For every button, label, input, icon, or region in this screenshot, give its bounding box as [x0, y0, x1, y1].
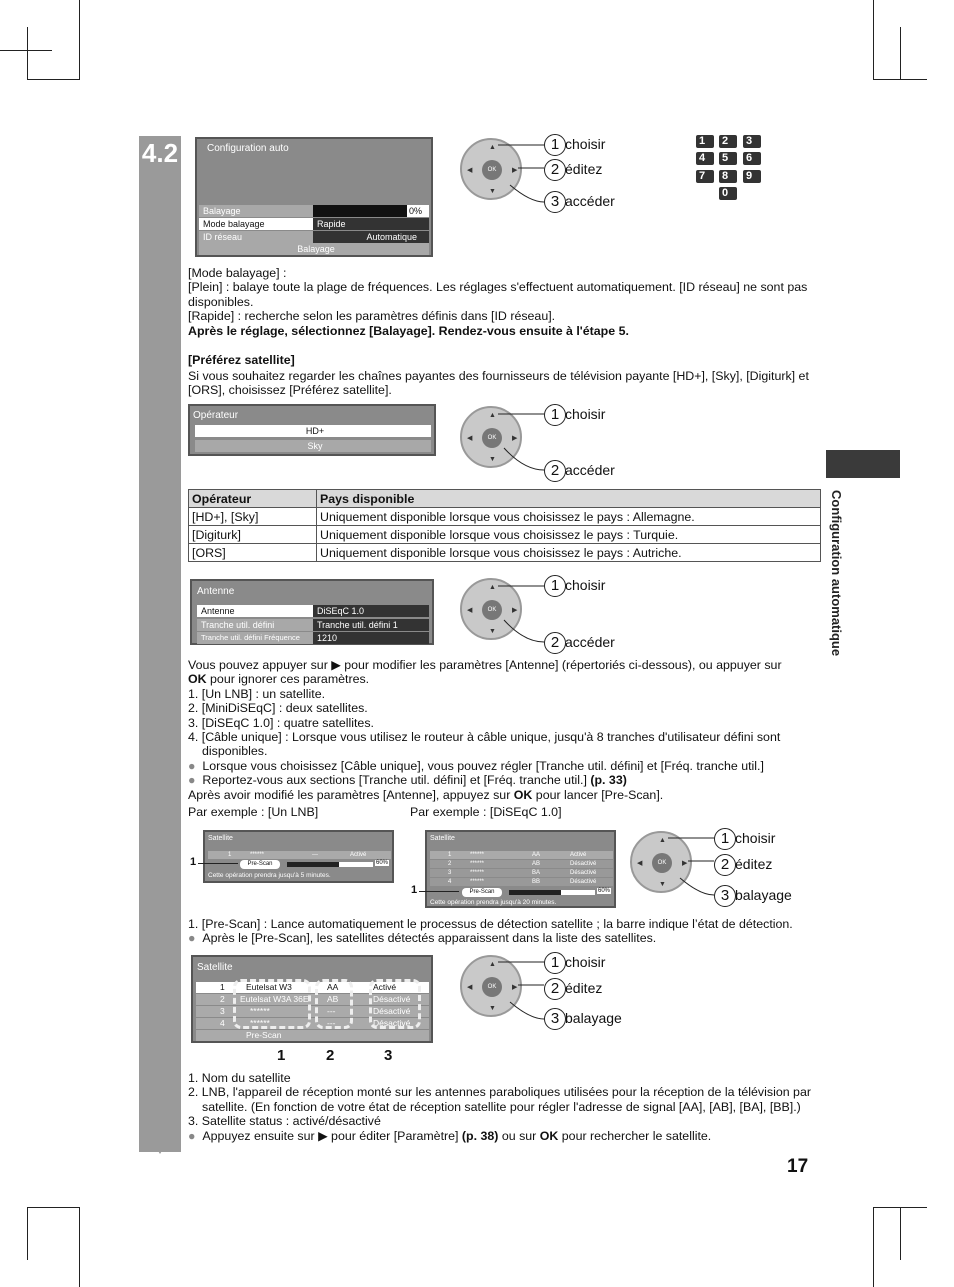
- nav-choisir: choisir: [565, 577, 606, 593]
- para-line: 2. [MiniDiSEqC] : deux satellites.: [188, 701, 368, 716]
- menu-row-freq: Tranche util. défini Fréquence: [197, 632, 313, 644]
- bullet-icon: ●: [188, 931, 203, 946]
- crop-mark: [79, 1207, 80, 1287]
- arrow-left-icon: ◀: [467, 167, 473, 174]
- sat-row: [430, 860, 613, 868]
- table-cell: Uniquement disponible lorsque vous choisissez le pays : Allemagne.: [317, 508, 821, 526]
- text-prescan: [188, 917, 828, 946]
- table-cell: [HD+], [Sky]: [189, 508, 317, 526]
- callout-1: 1: [277, 1047, 286, 1064]
- example-label-a: Par exemple : [Un LNB]: [188, 805, 319, 819]
- sat-lnb: AB: [532, 861, 541, 867]
- nav-balayage: balayage: [735, 887, 792, 903]
- ok-button-icon: OK: [482, 977, 502, 997]
- crop-mark: [900, 1207, 901, 1260]
- key-3: 3: [743, 135, 761, 148]
- arrow-up-icon: ▲: [489, 961, 496, 968]
- callout-lines: [490, 580, 550, 650]
- arrow-left-icon: ◀: [637, 860, 643, 867]
- para-line: [188, 658, 820, 672]
- pref-title: [Préférez satellite]: [188, 353, 295, 367]
- section-tab: [826, 450, 900, 478]
- arrow-right-icon: ▶: [682, 860, 688, 867]
- key-2: 2: [719, 135, 737, 148]
- nav-choisir: choisir: [565, 406, 606, 422]
- arrow-down-icon: ▼: [489, 628, 496, 635]
- menu-antenne: [190, 579, 434, 645]
- para-line: 2. LNB, l'appareil de réception monté sur les antennes paraboliques utilisées pour la réception de la télévision par: [188, 1085, 811, 1100]
- sat-lnb: BB: [532, 879, 541, 885]
- side-title: Configuration automatique: [829, 490, 844, 657]
- step-2-badge: 2: [544, 978, 566, 1000]
- table-cell: Uniquement disponible lorsque vous choisissez le pays : Autriche.: [317, 544, 821, 562]
- crop-mark: [873, 0, 874, 80]
- pref-text: Si vous souhaitez regarder les chaînes payantes des fournisseurs de télévision payante [HD+], [Sky], [Digiturk] et [ORS], choisissez [Préférez satellite].: [188, 369, 809, 398]
- step-2-badge: 2: [544, 460, 566, 482]
- arrow-up-icon: ▲: [489, 144, 496, 151]
- page-number: 17: [787, 1156, 809, 1177]
- sat-status: Désactivé: [570, 870, 597, 876]
- menu-item-sky: Sky: [195, 440, 431, 452]
- sat-row: [430, 869, 613, 877]
- menu-operateur: [188, 404, 436, 456]
- key-7: 7: [696, 170, 714, 183]
- menu-row-tranche-value: Tranche util. défini 1: [313, 619, 429, 631]
- step-1-badge: 1: [714, 828, 736, 850]
- progress-pct: 60%: [376, 860, 389, 866]
- key-1: 1: [696, 135, 714, 148]
- step-bar: [139, 136, 181, 1152]
- arrow-right-icon: ▶: [512, 435, 518, 442]
- callout-lines: [490, 957, 550, 1027]
- menu-row-antenne: Antenne: [197, 605, 313, 617]
- progress-fill: [509, 890, 561, 895]
- progress-value: 0%: [407, 205, 429, 217]
- sat-note: Cette opération prendra jusqu'à 20 minutes.: [430, 899, 557, 906]
- table-header-row: [189, 490, 821, 508]
- para-line: [188, 672, 820, 686]
- para-line: satellite. (En fonction de votre état de réception satellite pour régler l'adresse de signal [AA], [AB], [BA], [BB].): [202, 1099, 801, 1114]
- sat-status: Désactivé: [373, 994, 411, 1004]
- menu-satellite-a: [203, 830, 394, 883]
- callout-1: 1: [190, 856, 197, 868]
- para-line-bold: Après le réglage, sélectionnez [Balayage]. Rendez-vous ensuite à l'étape 5.: [188, 323, 629, 338]
- ok-key-text: OK: [188, 672, 207, 687]
- bullet-icon: ●: [188, 773, 203, 788]
- nav-balayage: balayage: [565, 1010, 622, 1026]
- key-0: 0: [719, 187, 737, 200]
- arrow-up-icon: ▲: [659, 837, 666, 844]
- sat-lnb: AB: [327, 994, 339, 1004]
- nav-acceder: accéder: [565, 462, 615, 478]
- step-3-badge: 3: [544, 191, 566, 213]
- crop-mark: [873, 79, 927, 80]
- ok-key-text: OK: [513, 787, 533, 802]
- sat-status: Désactivé: [570, 861, 597, 867]
- step-number: 4.2: [141, 138, 179, 168]
- sat-lnb: BA: [532, 870, 541, 876]
- menu-title: Satellite: [197, 962, 233, 973]
- example-label-b: Par exemple : [DiSEqC 1.0]: [410, 805, 562, 819]
- prescan-button[interactable]: Pre-Scan: [240, 860, 280, 869]
- crop-mark: [79, 0, 80, 80]
- para-line: [Mode balayage] :: [188, 266, 287, 280]
- nav-acceder: accéder: [565, 634, 615, 650]
- callout-1: 1: [411, 884, 418, 896]
- nav-acceder: accéder: [565, 193, 615, 209]
- menu-satellite-b: [425, 830, 616, 908]
- menu-footer: Balayage: [199, 243, 429, 255]
- para-line: 1. [Pre-Scan] : Lance automatiquement le processus de détection satellite ; la barre indique l’état de détection.: [188, 917, 793, 931]
- nav-choisir: choisir: [565, 136, 606, 152]
- para-line: 1. Nom du satellite: [188, 1071, 291, 1085]
- text-span: ou sur: [498, 1128, 540, 1143]
- bullet-line: [188, 773, 820, 787]
- text-span: Après le [Pre-Scan], les satellites détectés apparaissent dans la liste des satellites.: [202, 931, 657, 946]
- key-5: 5: [719, 152, 737, 165]
- text-mode-balayage: [188, 266, 828, 338]
- progress-bar: [313, 205, 407, 217]
- sat-num: 1: [220, 982, 225, 992]
- callout-2: 2: [326, 1047, 335, 1064]
- crop-mark: [27, 79, 80, 80]
- sat-num: 2: [220, 994, 225, 1004]
- ok-button-icon: OK: [482, 160, 502, 180]
- arrow-down-icon: ▼: [489, 188, 496, 195]
- nav-editez: éditez: [565, 980, 603, 996]
- menu-item-hdplus: HD+: [195, 425, 431, 437]
- menu-title: Configuration auto: [207, 143, 289, 154]
- callout-line: [198, 863, 238, 864]
- bullet-line: [188, 759, 820, 773]
- sat-lnb: ---: [327, 1006, 336, 1016]
- table-cell: [Digiturk]: [189, 526, 317, 544]
- sat-row: [430, 851, 613, 859]
- nav-editez: éditez: [735, 856, 773, 872]
- step-1-badge: 1: [544, 404, 566, 426]
- text-span: Reportez-vous aux sections [Tranche util. défini] et [Fréq. tranche util.]: [202, 773, 591, 788]
- sat-status: Activé: [570, 852, 587, 858]
- sat-lnb: AA: [327, 982, 339, 992]
- table-row: [189, 544, 821, 562]
- page-ref: (p. 38): [461, 1128, 499, 1143]
- operator-table: [188, 489, 821, 562]
- prescan-button[interactable]: Pre-Scan: [196, 1030, 429, 1041]
- sat-status: Désactivé: [373, 1006, 411, 1016]
- key-8: 8: [719, 170, 737, 183]
- ok-button-icon: OK: [652, 853, 672, 873]
- sat-name: Eutelsat W3: [246, 982, 292, 992]
- para-line: [Plein] : balaye toute la plage de fréquences. Les réglages s'effectuent automatiquement. [ID réseau] ne sont pas disponibles.: [188, 280, 808, 309]
- para-line: 3. Satellite status : activé/désactivé: [188, 1114, 381, 1129]
- menu-satellite-c: [191, 955, 433, 1043]
- menu-row-tranche: Tranche util. défini: [197, 619, 313, 631]
- sat-num: 3: [220, 1006, 225, 1016]
- sat-name: ******: [250, 1006, 270, 1016]
- nav-choisir: choisir: [565, 954, 606, 970]
- sat-name: ******: [250, 852, 265, 858]
- crop-mark: [0, 50, 52, 51]
- highlight-name: [233, 979, 311, 1029]
- progress-pct: 60%: [598, 888, 611, 894]
- table-header: Pays disponible: [317, 490, 821, 508]
- arrow-left-icon: ◀: [467, 607, 473, 614]
- highlight-lnb: [315, 979, 353, 1029]
- sat-name: ******: [470, 870, 485, 876]
- bullet-line: [188, 931, 828, 945]
- arrow-down-icon: ▼: [489, 1005, 496, 1012]
- sat-name: ******: [250, 1018, 270, 1028]
- menu-title: Satellite: [430, 835, 455, 842]
- crop-mark: [900, 27, 901, 80]
- table-cell: [ORS]: [189, 544, 317, 562]
- sat-status: Désactivé: [373, 1018, 411, 1028]
- crop-mark: [873, 1207, 874, 1287]
- text-span: Vous pouvez appuyer sur ▶ pour modifier les paramètres [Antenne] (répertoriés ci-dessous), ou appuyer sur: [188, 658, 782, 672]
- step-1-badge: 1: [544, 134, 566, 156]
- sat-num: 1: [228, 852, 232, 858]
- text-span: Après avoir modifié les paramètres [Antenne], appuyez sur: [188, 787, 514, 802]
- bullet-line: [188, 1129, 828, 1143]
- table-cell: Uniquement disponible lorsque vous choisissez le pays : Turquie.: [317, 526, 821, 544]
- para-line: [Rapide] : recherche selon les paramètres définis dans [ID réseau].: [188, 309, 556, 324]
- para-line: disponibles.: [202, 744, 268, 759]
- sat-row: [430, 878, 613, 886]
- menu-title: Opérateur: [193, 410, 239, 421]
- callout-lines: [660, 833, 720, 903]
- text-span: Lorsque vous choisissez [Câble unique], vous pouvez régler [Tranche util. défini] et [Fréq. tranche util.]: [202, 758, 764, 773]
- arrow-right-icon: ▶: [512, 167, 518, 174]
- sat-lnb: ---: [312, 852, 318, 858]
- sat-status: Activé: [350, 852, 367, 858]
- para-line: [188, 788, 820, 802]
- step-bar-tip: [139, 1120, 181, 1154]
- menu-config-auto: [195, 137, 433, 257]
- arrow-down-icon: ▼: [659, 881, 666, 888]
- bullet-icon: ●: [188, 1128, 203, 1143]
- text-span: pour ignorer ces paramètres.: [206, 672, 370, 687]
- callout-line: [419, 891, 459, 892]
- prescan-button[interactable]: Pre-Scan: [462, 888, 502, 897]
- crop-mark: [27, 27, 28, 80]
- arrow-up-icon: ▲: [489, 584, 496, 591]
- menu-row-mode: Mode balayage: [199, 218, 313, 230]
- progress-track: [287, 862, 373, 867]
- arrow-right-icon: ▶: [512, 984, 518, 991]
- sat-note: Cette opération prendra jusqu'à 5 minutes.: [208, 872, 331, 879]
- step-3-badge: 3: [714, 885, 736, 907]
- ok-button-icon: OK: [482, 600, 502, 620]
- key-6: 6: [743, 152, 761, 165]
- menu-row-freq-value: 1210: [313, 632, 429, 644]
- callout-lines: [490, 408, 550, 478]
- text-antenne: [188, 658, 820, 802]
- sat-num: 1: [448, 852, 452, 858]
- menu-title: Satellite: [208, 835, 233, 842]
- text-span: Appuyez ensuite sur ▶ pour éditer [Paramètre]: [202, 1128, 462, 1143]
- step-2-badge: 2: [544, 159, 566, 181]
- table-header: Opérateur: [189, 490, 317, 508]
- key-4: 4: [696, 152, 714, 165]
- callout-lines: [490, 140, 550, 210]
- para-line: 4. [Câble unique] : Lorsque vous utilisez le routeur à câble unique, jusqu'à 8 tranches d'utilisateur défini sont: [188, 730, 781, 745]
- text-final: [188, 1071, 828, 1143]
- page-ref: (p. 33): [590, 773, 627, 788]
- text-span: pour lancer [Pre-Scan].: [532, 787, 664, 802]
- sat-name: ******: [470, 861, 485, 867]
- sat-name: ******: [470, 879, 485, 885]
- menu-row-balayage: Balayage: [199, 205, 313, 217]
- table-row: [189, 526, 821, 544]
- crop-mark: [27, 1207, 28, 1260]
- key-9: 9: [743, 170, 761, 183]
- sat-lnb: AA: [532, 852, 541, 858]
- sat-num: 2: [448, 861, 452, 867]
- sat-lnb: ---: [327, 1018, 336, 1028]
- callout-3: 3: [384, 1047, 393, 1064]
- crop-mark: [27, 1207, 80, 1208]
- para-line: 3. [DiSEqC 1.0] : quatre satellites.: [188, 715, 374, 730]
- para-line: 1. [Un LNB] : un satellite.: [188, 686, 326, 701]
- sat-name: ******: [470, 852, 485, 858]
- step-1-badge: 1: [544, 575, 566, 597]
- ok-button-icon: OK: [482, 428, 502, 448]
- menu-row-id-value: Automatique: [313, 231, 429, 243]
- sat-status: Activé: [373, 982, 397, 992]
- text-span: pour rechercher le satellite.: [558, 1128, 712, 1143]
- arrow-right-icon: ▶: [512, 607, 518, 614]
- step-2-badge: 2: [714, 854, 736, 876]
- highlight-status: [369, 979, 421, 1029]
- arrow-left-icon: ◀: [467, 984, 473, 991]
- step-3-badge: 3: [544, 1008, 566, 1030]
- arrow-left-icon: ◀: [467, 435, 473, 442]
- sat-num: 3: [448, 870, 452, 876]
- progress-track: [509, 890, 595, 895]
- menu-row-antenne-value: DiSEqC 1.0: [313, 605, 429, 617]
- sat-status: Désactivé: [570, 879, 597, 885]
- step-2-badge: 2: [544, 632, 566, 654]
- nav-choisir: choisir: [735, 830, 776, 846]
- menu-row-id: ID réseau: [199, 231, 313, 243]
- progress-fill: [287, 862, 339, 867]
- bullet-icon: ●: [188, 758, 203, 773]
- number-keypad: [696, 135, 766, 205]
- sat-name: Eutelsat W3A 36E: [240, 994, 309, 1004]
- menu-title: Antenne: [197, 586, 235, 597]
- step-1-badge: 1: [544, 952, 566, 974]
- menu-row-mode-value: Rapide: [313, 218, 429, 230]
- ok-key-text: OK: [539, 1128, 559, 1143]
- nav-editez: éditez: [565, 161, 603, 177]
- sat-num: 4: [448, 879, 452, 885]
- arrow-down-icon: ▼: [489, 456, 496, 463]
- table-row: [189, 508, 821, 526]
- sat-num: 4: [220, 1018, 225, 1028]
- sat-row: [208, 851, 391, 859]
- arrow-up-icon: ▲: [489, 412, 496, 419]
